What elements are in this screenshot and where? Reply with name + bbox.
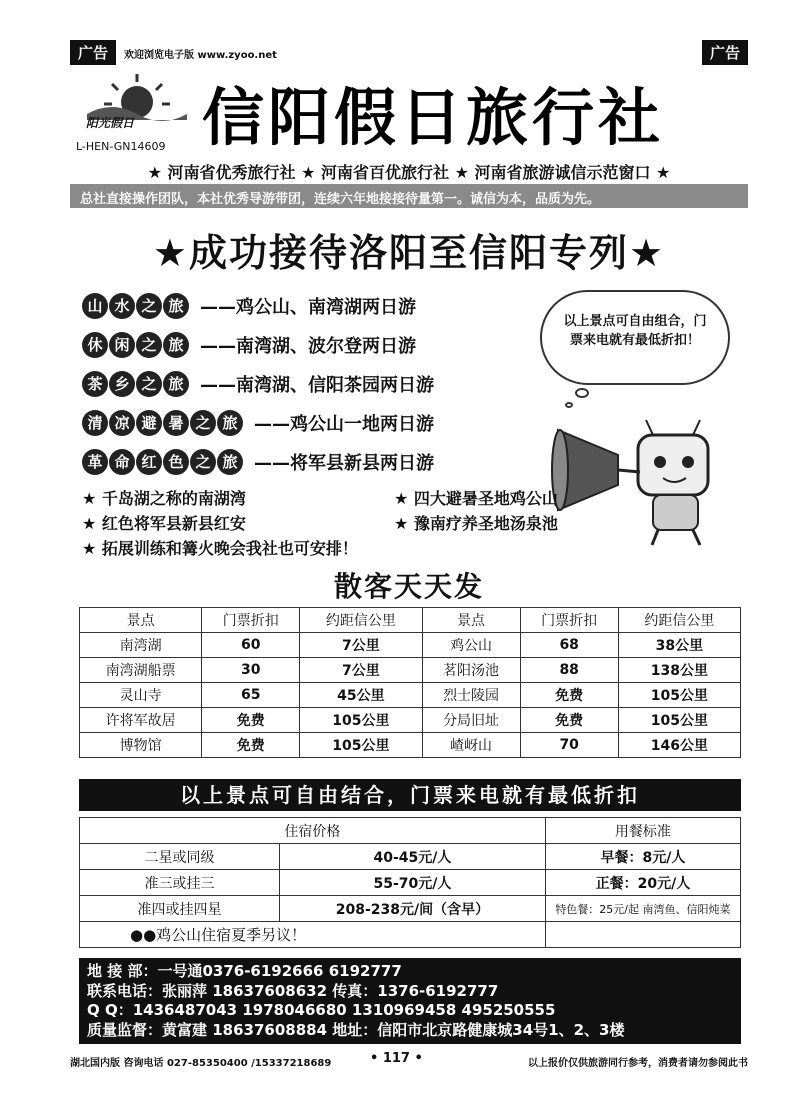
table-row [80,708,741,733]
table-cell: 105公里 [300,708,422,733]
ad-label-left: 广告 [70,40,116,65]
table-cell: 146公里 [618,733,740,758]
route-tag-char: 清 [82,410,108,436]
daily-departures-title: 散客天天发 [333,570,484,603]
lodging-footnote: ●●鸡公山住宿夏季另议！ [80,922,546,948]
header [70,62,748,158]
route-tag [82,449,244,475]
table-cell: 免费 [520,683,618,708]
route-tag-char: 暑 [163,410,189,436]
table-row [80,683,741,708]
feature-item: ★ 四大避暑圣地鸡公山 [394,489,558,508]
table-cell: 105公里 [618,708,740,733]
table-row [80,733,741,758]
route-tag-char: 之 [136,371,162,397]
combo-notice-bar: 以上景点可自由结合，门票来电就有最低折扣 [79,779,741,811]
table-cell: 南湾湖船票 [80,658,202,683]
route-tag [82,371,190,397]
route-tag-char: 旅 [217,410,243,436]
route-tag-char: 之 [136,332,162,358]
table-cell: 70 [520,733,618,758]
table-cell: 60 [202,633,300,658]
route-description: ——南湾湖、信阳茶园两日游 [200,375,434,396]
lodging-table [79,817,741,948]
route-tag-char: 乡 [109,371,135,397]
lodging-grade: 二星或同级 [80,844,280,870]
table-cell: 45公里 [300,683,422,708]
table-cell: 嵖岈山 [422,733,520,758]
lodging-price: 40-45元/人 [280,844,546,870]
route-tag-char: 红 [136,449,162,475]
spots-column-header: 门票折扣 [520,608,618,633]
main-title: ★成功接待洛阳至信阳专列★ [152,231,666,275]
contact-line: Q Q：1436487043 1978046680 1310969458 495250555 [87,1001,556,1019]
table-cell: 鸡公山 [422,633,520,658]
route-tag [82,332,190,358]
table-cell: 免费 [202,733,300,758]
lodging-price: 208-238元/间（含早） [280,896,546,922]
route-description: ——鸡公山、南湾湖两日游 [200,297,416,318]
agency-name: 信阳假日旅行社 [202,81,665,154]
route-tag-char: 旅 [163,293,189,319]
table-cell: 茗阳汤池 [422,658,520,683]
table-cell: 免费 [520,708,618,733]
route-tag-char: 色 [163,449,189,475]
contact-line: 联系电话：张丽萍 18637608632 传真：1376-6192777 [87,981,499,1000]
route-tag [82,410,244,436]
lodging-header: 住宿价格 [80,818,546,844]
meals-header: 用餐标准 [545,818,740,844]
spots-column-header: 约距信公里 [300,608,422,633]
ad-label-right: 广告 [702,40,748,65]
route-description: ——鸡公山一地两日游 [254,414,434,435]
route-item [82,327,522,363]
meal-price: 特色餐：25元/起 南湾鱼、信阳炖菜 [545,896,740,922]
meal-price: 早餐：8元/人 [545,844,740,870]
contact-line: 质量监督：黄富建 18637608884 地址：信阳市北京路健康城34号1、2、3楼 [87,1020,625,1039]
welcome-text[interactable]: 欢迎浏览电子版 www.zyoo.net [124,50,277,61]
contact-block [79,958,741,1044]
route-tag-char: 茶 [82,371,108,397]
table-cell: 7公里 [300,633,422,658]
route-tag-char: 革 [82,449,108,475]
table-cell: 105公里 [300,733,422,758]
table-cell: 138公里 [618,658,740,683]
footer-left-text: 湖北国内版 咨询电话 027-85350400 /15337218689 [70,1058,332,1069]
feature-item: ★ 豫南疗养圣地汤泉池 [394,514,558,533]
table-row [80,633,741,658]
table-cell: 南湾湖 [80,633,202,658]
route-tag-char: 之 [190,410,216,436]
megaphone-mascot-icon [548,400,738,550]
spots-column-header: 约距信公里 [618,608,740,633]
contact-line: 地 接 部：一号通0376-6192666 6192777 [87,962,402,980]
spots-column-header: 景点 [80,608,202,633]
lodging-grade: 准四或挂四星 [80,896,280,922]
table-cell: 88 [520,658,618,683]
honors-line: ★ 河南省优秀旅行社 ★ 河南省百优旅行社 ★ 河南省旅游诚信示范窗口 ★ [147,163,671,182]
route-tag-char: 山 [82,293,108,319]
slogan-bar: 总社直接操作团队，本社优秀导游带团，连续六年地接接待量第一。诚信为本，品质为先。 [70,184,748,208]
table-cell: 65 [202,683,300,708]
table-cell: 烈士陵园 [422,683,520,708]
table-cell: 许将军故居 [80,708,202,733]
table-cell: 博物馆 [80,733,202,758]
route-tag-char: 凉 [109,410,135,436]
route-tag-char: 旅 [217,449,243,475]
route-item [82,444,522,480]
route-tag-char: 之 [136,293,162,319]
footer-right-text: 以上报价仅供旅游同行参考，消费者请勿参阅此书 [528,1058,748,1069]
route-tag-char: 旅 [163,371,189,397]
speech-bubble: 以上景点可自由组合，门票来电就有最低折扣！ [540,290,730,385]
table-row [80,658,741,683]
table-cell: 38公里 [618,633,740,658]
route-description: ——南湾湖、波尔登两日游 [200,336,416,357]
empty-cell [545,922,740,948]
route-list [82,288,522,483]
feature-item: ★ 拓展训练和篝火晚会我社也可安排！ [82,539,358,558]
route-tag [82,293,190,319]
table-cell: 灵山寺 [80,683,202,708]
feature-item: ★ 红色将军县新县红安 [82,514,246,533]
spots-column-header: 景点 [422,608,520,633]
lodging-price: 55-70元/人 [280,870,546,896]
table-cell: 分局旧址 [422,708,520,733]
table-cell: 30 [202,658,300,683]
route-tag-char: 旅 [163,332,189,358]
route-item [82,405,522,441]
spots-table [79,607,741,758]
meal-price: 正餐：20元/人 [545,870,740,896]
route-description: ——将军县新县两日游 [254,453,434,474]
table-cell: 68 [520,633,618,658]
feature-item: ★ 千岛湖之称的南湖湾 [82,489,246,508]
route-tag-char: 闲 [109,332,135,358]
route-tag-char: 休 [82,332,108,358]
route-item [82,288,522,324]
table-cell: 105公里 [618,683,740,708]
bubble-dot [575,388,589,398]
route-tag-char: 水 [109,293,135,319]
route-tag-char: 之 [190,449,216,475]
table-cell: 7公里 [300,658,422,683]
route-tag-char: 命 [109,449,135,475]
route-item [82,366,522,402]
license-number: L-HEN-GN14609 [76,140,166,153]
logo-text: 阳光假日 [86,116,135,130]
spots-column-header: 门票折扣 [202,608,300,633]
lodging-grade: 准三或挂三 [80,870,280,896]
table-cell: 免费 [202,708,300,733]
route-tag-char: 避 [136,410,162,436]
page-number: • 117 • [370,1051,423,1066]
